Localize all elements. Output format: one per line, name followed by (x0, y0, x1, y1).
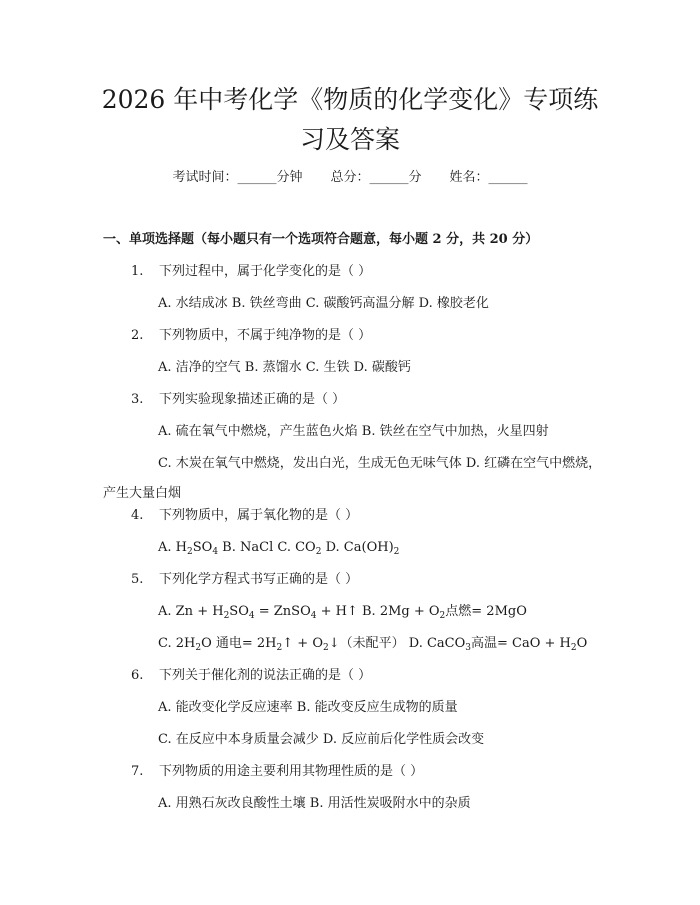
question-5-options-line1 (158, 602, 527, 622)
question-6-options-line1: A. 能改变化学反应速率 B. 能改变反应生成物的质量 (158, 700, 458, 715)
option-text: + H↑ B. 2Mg + O (316, 604, 440, 619)
question-4 (131, 506, 358, 526)
name-blank: ______ (488, 170, 528, 185)
question-3-options-line1: A. 硫在氧气中燃烧，产生蓝色火焰 B. 铁丝在空气中加热，火星四射 (158, 424, 549, 439)
subscript: 2 (187, 547, 193, 557)
question-4-options (158, 538, 399, 558)
option-text: D. Ca(OH) (321, 540, 394, 555)
option-text: = ZnSO (254, 604, 311, 619)
option-text: O 通电= 2H (201, 636, 277, 651)
time-label: 考试时间： (172, 170, 238, 185)
subscript: 2 (195, 643, 202, 653)
question-6 (131, 666, 371, 686)
question-stem: 下列物质中，属于氧化物的是（ ） (159, 508, 359, 523)
option-text: SO (229, 604, 249, 619)
question-2-options: A. 洁净的空气 B. 蒸馏水 C. 生铁 D. 碳酸钙 (158, 360, 411, 375)
question-number: 4. (131, 508, 144, 523)
question-3 (131, 390, 345, 410)
question-3-options-line2: C. 木炭在氧气中燃烧，发出白光，生成无色无味气体 D. 红磷在空气中燃烧，产生大量白烟 (103, 456, 602, 501)
option-text: C. 2H (158, 636, 196, 651)
subscript: 4 (248, 611, 255, 621)
name-label: 姓名： (449, 170, 489, 185)
option-text: 高温= CaO + H (471, 636, 571, 651)
time-unit: 分钟 (276, 170, 303, 185)
subscript: 4 (212, 547, 219, 557)
question-stem: 下列物质的用途主要利用其物理性质的是（ ） (159, 764, 424, 779)
question-stem: 下列化学方程式书写正确的是（ ） (159, 572, 359, 587)
subscript: 2 (439, 611, 446, 621)
question-stem: 下列过程中，属于化学变化的是（ ） (159, 264, 372, 279)
question-number: 6. (131, 668, 144, 683)
subscript: 4 (310, 611, 317, 621)
option-text: A. Zn + H (158, 604, 224, 619)
page-title-line1: 2026 年中考化学《物质的化学变化》专项练 (101, 85, 599, 114)
option-text: SO (192, 540, 213, 555)
page-title-line2: 习及答案 (299, 125, 400, 154)
question-5-options-line2 (158, 634, 587, 654)
question-stem: 下列关于催化剂的说法正确的是（ ） (159, 668, 372, 683)
question-6-options-line2: C. 在反应中本身质量会减少 D. 反应前后化学性质会改变 (158, 732, 485, 747)
question-1 (131, 262, 371, 282)
question-number: 2. (131, 328, 144, 343)
subscript: 2 (315, 547, 322, 557)
subscript: 3 (465, 643, 472, 653)
subscript: 2 (223, 611, 230, 621)
question-number: 3. (131, 392, 144, 407)
option-text: ↑ + O (282, 636, 323, 651)
question-number: 5. (131, 572, 144, 587)
question-2 (131, 326, 371, 346)
score-unit: 分 (408, 170, 422, 185)
option-text: O (576, 636, 588, 651)
option-text: A. H (158, 540, 187, 555)
question-1-options: A. 水结成冰 B. 铁丝弯曲 C. 碳酸钙高温分解 D. 橡胶老化 (158, 296, 489, 311)
question-stem: 下列实验现象描述正确的是（ ） (159, 392, 346, 407)
time-blank: ______ (237, 170, 277, 185)
section-heading: 一、单项选择题（每小题只有一个选项符合题意，每小题 2 分，共 20 分） (103, 232, 539, 247)
question-number: 1. (131, 264, 144, 279)
question-number: 7. (131, 764, 144, 779)
score-label: 总分： (330, 170, 370, 185)
score-blank: ______ (369, 170, 409, 185)
option-text: ↓（未配平） D. CaCO (328, 636, 466, 651)
subscript: 2 (322, 643, 329, 653)
question-stem: 下列物质中，不属于纯净物的是（ ） (159, 328, 372, 343)
exam-meta (0, 168, 700, 188)
question-7 (131, 762, 423, 782)
question-5 (131, 570, 358, 590)
subscript: 2 (570, 643, 577, 653)
question-7-options: A. 用熟石灰改良酸性土壤 B. 用活性炭吸附水中的杂质 (158, 796, 471, 811)
option-text: 点燃= 2MgO (445, 604, 527, 619)
subscript: 2 (276, 643, 283, 653)
option-text: B. NaCl C. CO (218, 540, 316, 555)
subscript: 2 (393, 547, 400, 557)
